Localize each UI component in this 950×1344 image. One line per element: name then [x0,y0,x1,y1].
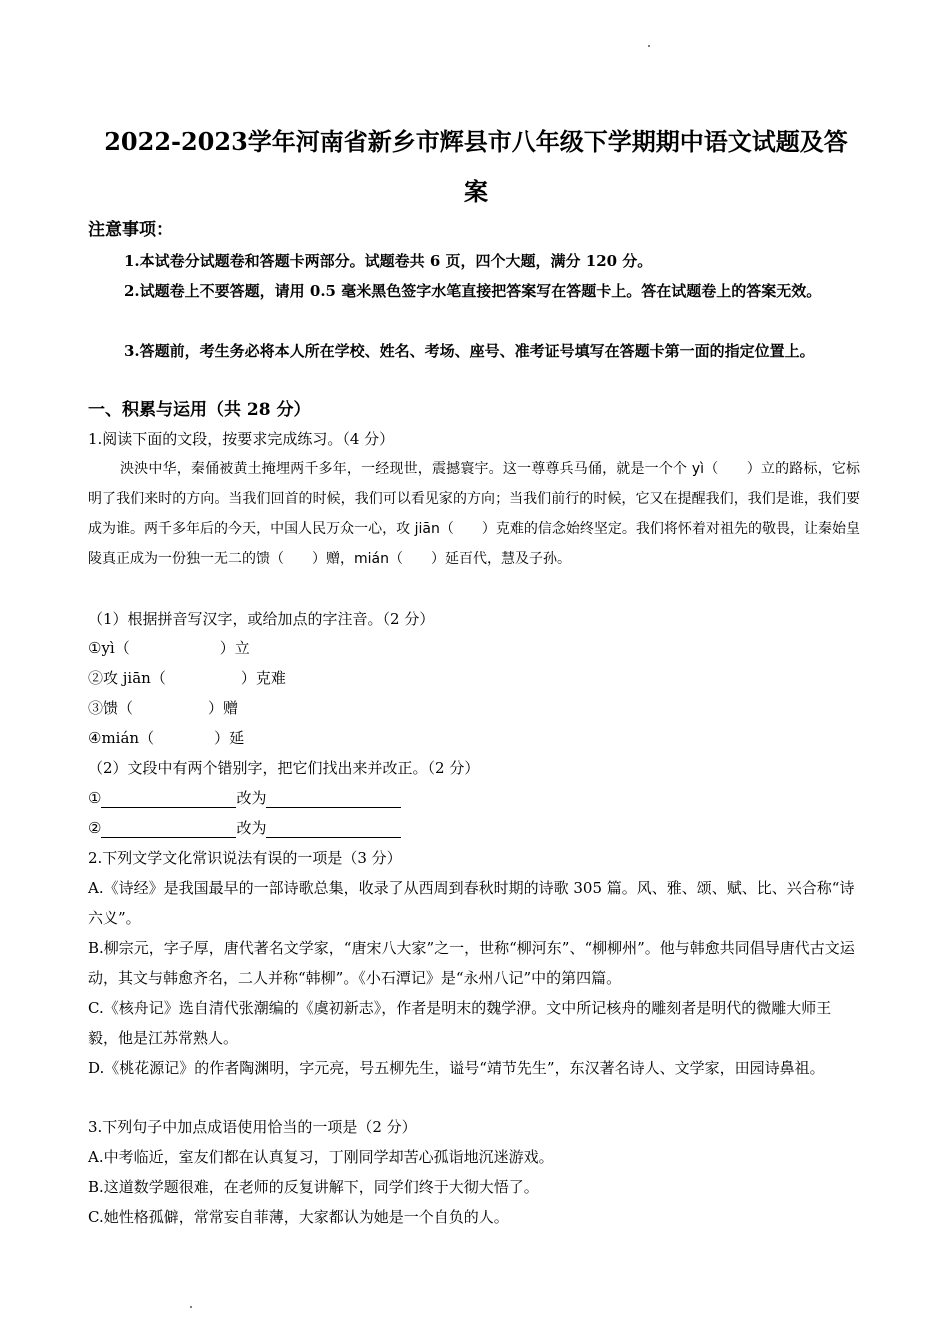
question-1-sub1: （1）根据拼音写汉字，或给加点的字注音。（2 分） [88,610,435,628]
correction-label: 改为 [236,819,267,837]
fill-item-4: ④mián（ ）延 [88,729,245,747]
notice-item-1: 1.本试卷分试题卷和答题卡两部分。试题卷共 6 页，四个大题，满分 120 分。 [124,252,653,270]
question-3-option-c: C.她性格孤僻，常常妄自菲薄，大家都认为她是一个自负的人。 [88,1208,509,1226]
question-1-passage: 泱泱中华，秦俑被黄土掩埋两千多年，一经现世，震撼寰宇。这一尊尊兵马俑，就是一个个 yì（ ）立的路标，它标明了我们来时的方向。当我们回首的时候，我们可以看见家的方向；当我们前行的时候，它又在提醒我们，我们是谁，我们要成为谁。两千多年后的今天，中国人民万众一心，攻 jiān（ ）克难的信念始终坚定。我们将怀着对祖先的敬畏，让秦始皇陵真正成为一份独一无二的馈（ ）赠，mián（ ）延百代，慧及子孙。 [88,461,860,567]
answer-blank [101,821,236,838]
question-2-option-d: D.《桃花源记》的作者陶渊明，字元亮，号五柳先生，谥号“靖节先生”，东汉著名诗人、文学家，田园诗鼻祖。 [88,1059,825,1077]
question-3-option-b: B.这道数学题很难，在老师的反复讲解下，同学们终于大彻大悟了。 [88,1178,539,1196]
question-2-stem: 2.下列文学文化常识说法有误的一项是（3 分） [88,849,402,867]
question-3-stem: 3.下列句子中加点成语使用恰当的一项是（2 分） [88,1118,417,1136]
answer-blank [266,791,401,808]
correction-label: 改为 [236,789,267,807]
question-2-option-a: A.《诗经》是我国最早的一部诗歌总集，收录了从西周到春秋时期的诗歌 305 篇。风、雅、颂、赋、比、兴合称“诗六义”。 [88,879,855,927]
question-2-option-c: C.《核舟记》选自清代张潮编的《虞初新志》，作者是明末的魏学洢。文中所记核舟的雕刻者是明代的微雕大师王毅，他是江苏常熟人。 [88,999,832,1047]
correction-line-2 [88,818,401,838]
answer-blank [266,821,401,838]
correction-line-1 [88,788,401,808]
notice-item-2: 2.试题卷上不要答题，请用 0.5 毫米黑色签字水笔直接把答案写在答题卡上。答在试题卷上的答案无效。 [124,282,822,300]
question-1-sub2: （2）文段中有两个错别字，把它们找出来并改正。（2 分） [88,759,480,777]
question-2-option-b: B.柳宗元，字子厚，唐代著名文学家，“唐宋八大家”之一，世称“柳河东”、“柳柳州”。他与韩愈共同倡导唐代古文运动，其文与韩愈齐名，二人并称“韩柳”。《小石潭记》是“永州八记”中的第四篇。 [88,939,855,987]
exam-title: 2022-2023学年河南省新乡市辉县市八年级下学期期中语文试题及答 [104,127,848,156]
notice-heading: 注意事项： [88,220,173,240]
answer-blank [101,791,236,808]
scan-speck [648,45,650,47]
exam-title-continued: 案 [464,177,488,206]
question-3-option-a: A.中考临近，室友们都在认真复习，丁刚同学却苦心孤诣地沉迷游戏。 [88,1148,554,1166]
correction-number: ② [88,819,102,837]
section-heading: 一、积累与运用（共 28 分） [88,400,311,420]
fill-item-2: ②攻 jiān（ ）克难 [88,669,286,687]
scan-speck [190,1306,192,1308]
correction-number: ① [88,789,102,807]
question-1-stem: 1.阅读下面的文段，按要求完成练习。（4 分） [88,430,395,448]
fill-item-1: ①yì（ ）立 [88,639,250,657]
notice-item-3: 3.答题前，考生务必将本人所在学校、姓名、考场、座号、准考证号填写在答题卡第一面的指定位置上。 [124,342,815,360]
fill-item-3: ③馈（ ）赠 [88,699,239,717]
